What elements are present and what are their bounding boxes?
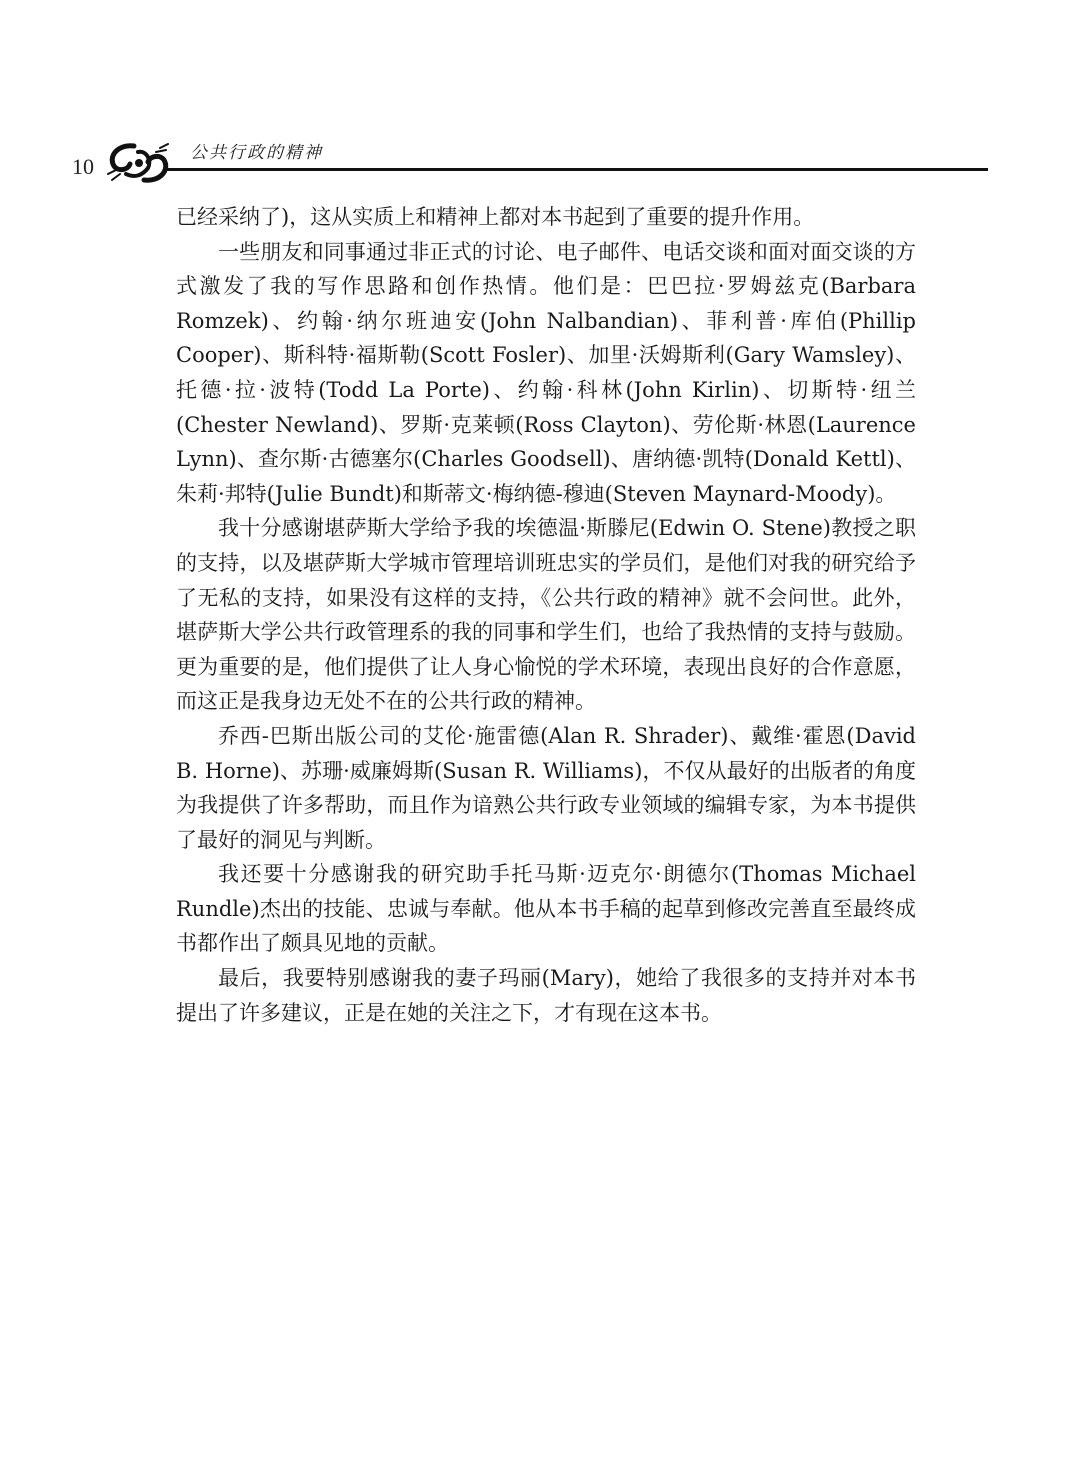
- running-title: 公共行政的精神: [190, 143, 323, 163]
- page-number: 10: [72, 154, 94, 179]
- paragraph-friends-colleagues: 一些朋友和同事通过非正式的讨论、电子邮件、电话交谈和面对面交谈的方式激发了我的写作思路和创作热情。他们是：巴巴拉·罗姆兹克(Barbara Romzek)、约翰·纳尔班迪安(John Nalbandian)、菲利普·库伯(Phillip Cooper)、斯科特·福斯勒(Scott Fosler)、加里·沃姆斯利(Gary Wamsley)、托德·拉·波特(Todd La Porte)、约翰·科林(John Kirlin)、切斯特·纽兰(Chester Newland)、罗斯·克莱顿(Ross Clayton)、劳伦斯·林恩(Laurence Lynn)、查尔斯·古德塞尔(Charles Goodsell)、唐纳德·凯特(Donald Kettl)、朱莉·邦特(Julie Bundt)和斯蒂文·梅纳德-穆迪(Steven Maynard-Moody)。: [176, 239, 916, 506]
- page-header: [70, 132, 930, 192]
- body-text: [176, 200, 916, 1030]
- book-series-logo-icon: [104, 140, 174, 186]
- paragraph-kansas-university: 我十分感谢堪萨斯大学给予我的埃德温·斯滕尼(Edwin O. Stene)教授之职的支持，以及堪萨斯大学城市管理培训班忠实的学员们，是他们对我的研究给予了无私的支持，如果没有这样的支持，《公共行政的精神》就不会问世。此外，堪萨斯大学公共行政管理系的我的同事和学生们，也给了我热情的支持与鼓励。更为重要的是，他们提供了让人身心愉悦的学术环境，表现出良好的合作意愿，而这正是我身边无处不在的公共行政的精神。: [176, 516, 916, 714]
- paragraph-wife: 最后，我要特别感谢我的妻子玛丽(Mary)，她给了我很多的支持并对本书提出了许多建议，正是在她的关注之下，才有现在这本书。: [176, 966, 916, 1025]
- paragraph-continued: 已经采纳了)，这从实质上和精神上都对本书起到了重要的提升作用。: [176, 205, 815, 229]
- header-rule: [166, 168, 988, 171]
- paragraph-research-assistant: 我还要十分感谢我的研究助手托马斯·迈克尔·朗德尔(Thomas Michael Rundle)杰出的技能、忠诚与奉献。他从本书手稿的起草到修改完善直至最终成书都作出了颇具见地的贡献。: [176, 862, 916, 956]
- paragraph-publisher: 乔西-巴斯出版公司的艾伦·施雷德(Alan R. Shrader)、戴维·霍恩(David B. Horne)、苏珊·威廉姆斯(Susan R. Williams)，不仅从最好的出版者的角度为我提供了许多帮助，而且作为谙熟公共行政专业领域的编辑专家，为本书提供了最好的洞见与判断。: [176, 723, 916, 852]
